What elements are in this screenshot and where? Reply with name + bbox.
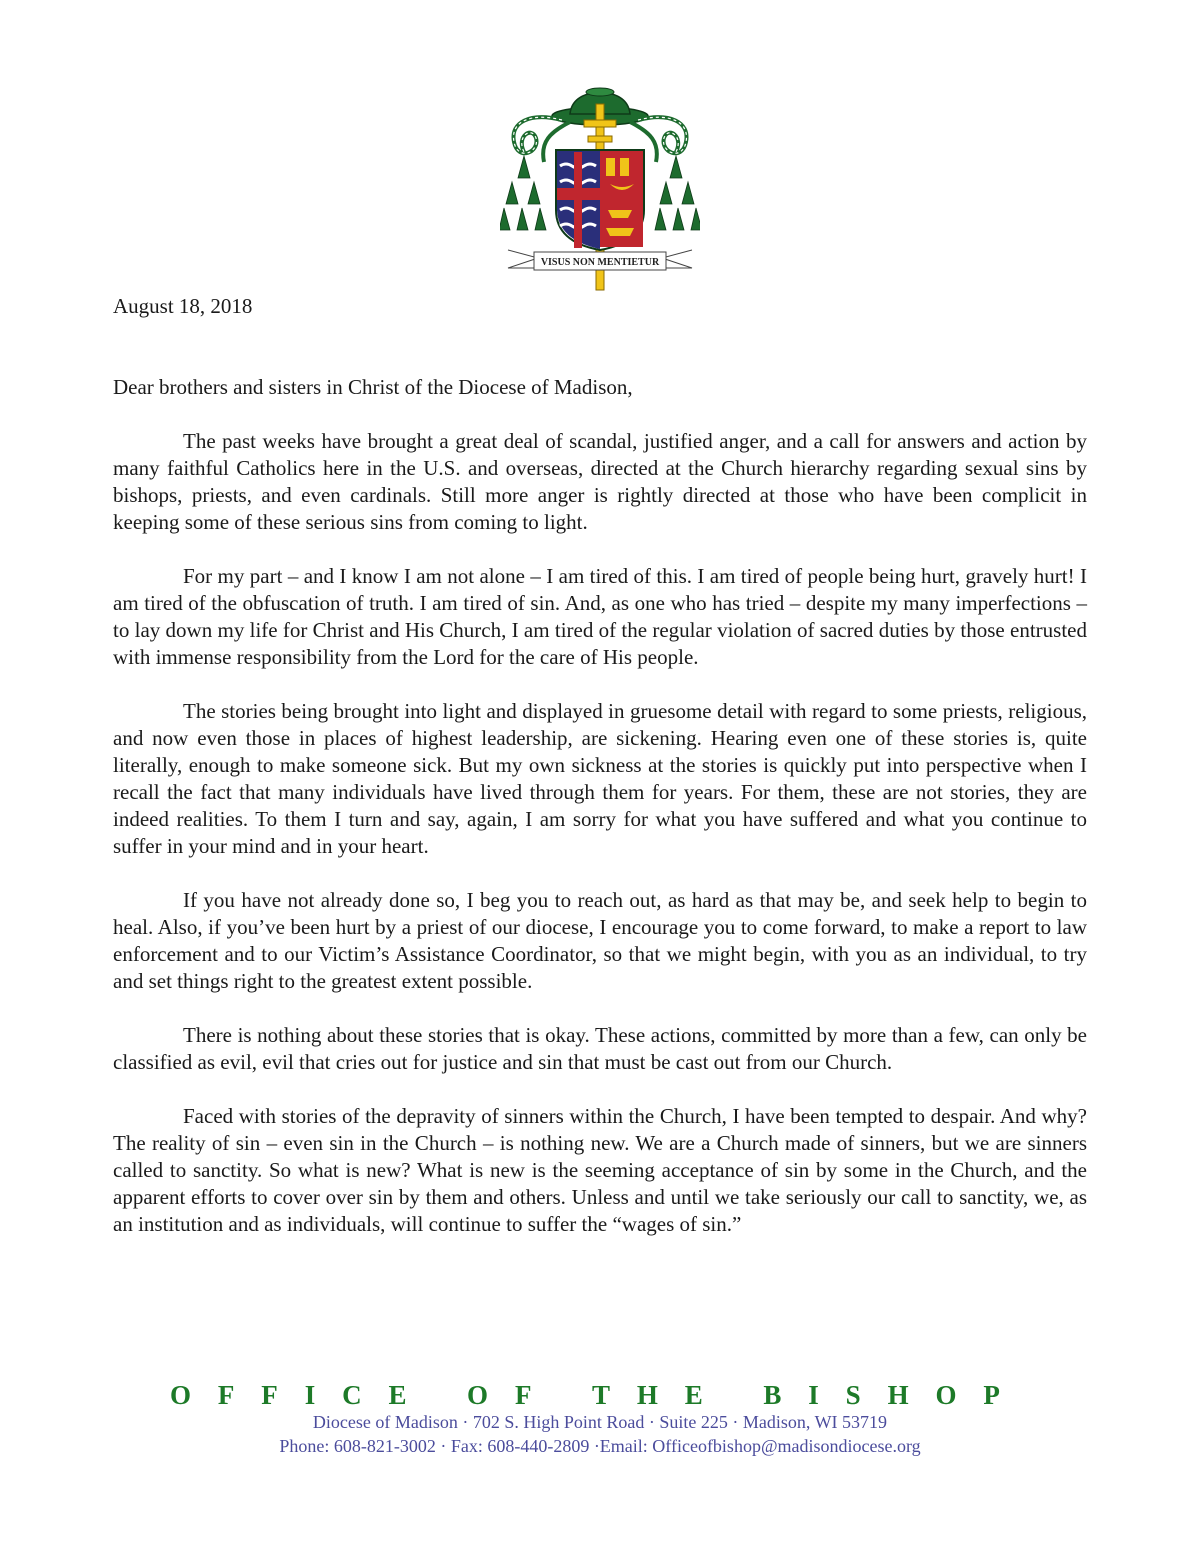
office-title-letter	[558, 1378, 565, 1412]
body-paragraph: The stories being brought into light and displayed in gruesome detail with regard to some priests, religious, and now even those in places of highest leadership, are sickening. Hearing even one of these stories is, quite literally, enough to make someone sick. But my own sickness at the stories is quickly put into perspective when I recall the fact that many individuals have lived through them for years. For them, these are not stories, they are indeed realities. To them I turn and say, again, I am sorry for what you have suffered and what you continue to suffer in your mind and in your heart.	[113, 699, 1087, 858]
office-title	[170, 1378, 1000, 1412]
motto-text: VISUS NON MENTIETUR	[540, 257, 660, 268]
episcopal-coat-of-arms	[500, 82, 700, 294]
motto-scroll	[508, 250, 692, 270]
heraldic-shield	[556, 150, 644, 250]
address-line: Diocese of Madison · 702 S. High Point Road · Suite 225 · Madison, WI 53719	[312, 1412, 888, 1432]
body-paragraph: If you have not already done so, I beg you to reach out, as hard as that may be, and seek help to begin to heal. Also, if you’ve been hurt by a priest of our diocese, I encourage you to come forward, to make a report to law enforcement and to our Victim’s Assistance Coordinator, so that we might begin, with you as an individual, to try and set things right to the greatest extent possible.	[113, 888, 1087, 993]
tassels-left	[500, 156, 546, 230]
tassels-right	[655, 156, 700, 230]
office-title-letter: H	[636, 1380, 658, 1410]
contact-line: Phone: 608-821-3002 · Fax: 608-440-2809 ·Email: Officeofbishop@madisondiocese.org	[279, 1436, 921, 1456]
office-title-letter: H	[887, 1380, 909, 1410]
body-paragraph: The past weeks have brought a great deal of scandal, justified anger, and a call for answers and action by many faithful Catholics here in the U.S. and overseas, directed at the Church hierarchy regarding sexual sins by bishops, priests, and even cardinals. Still more anger is rightly directed at those who have been complicit in keeping some of these serious sins from coming to light.	[113, 429, 1087, 534]
office-title-letter: O	[467, 1380, 489, 1410]
office-title-letter	[433, 1378, 440, 1412]
letter-body	[113, 428, 1087, 1265]
office-title-letter: C	[342, 1380, 362, 1410]
body-paragraph: For my part – and I know I am not alone – I am tired of this. I am tired of people being hurt, gravely hurt! I am tired of the obfuscation of truth. I am tired of sin. And, as one who has tried – despite my many imperfections – to lay down my life for Christ and His Church, I am tired of the regular violation of sacred duties by those entrusted with immense responsibility from the Lord for the care of His people.	[113, 564, 1087, 669]
office-title-letter	[730, 1378, 737, 1412]
office-title-letter: E	[388, 1380, 407, 1410]
office-title-letter: P	[983, 1380, 1000, 1410]
body-paragraph: Faced with stories of the depravity of sinners within the Church, I have been tempted to despair. And why? The reality of sin – even sin in the Church – is nothing new. We are a Church made of sinners, but we are sinners called to sanctity. So what is new? What is new is the seeming acceptance of sin by some in the Church, and the apparent efforts to cover over sin by them and others. Unless and until we take seriously our call to sanctity, we, as an institution and as individuals, will continue to suffer the “wages of sin.”	[113, 1104, 1087, 1236]
office-title-letter: F	[261, 1380, 278, 1410]
office-title-letter: E	[684, 1380, 703, 1410]
office-title-letter: S	[845, 1380, 861, 1410]
office-title-letter: T	[591, 1380, 610, 1410]
office-title-letter: O	[935, 1380, 957, 1410]
office-title-letter: I	[808, 1380, 819, 1410]
office-title-letter: I	[304, 1380, 316, 1410]
office-title-letter: F	[514, 1380, 532, 1410]
salutation: Dear brothers and sisters in Christ of the Diocese of Madison,	[113, 375, 633, 399]
office-title-letter: B	[763, 1380, 782, 1410]
letter-date: August 18, 2018	[113, 294, 253, 318]
office-title-letter: F	[217, 1380, 235, 1410]
office-title-letter: O	[170, 1380, 192, 1410]
body-paragraph: There is nothing about these stories that is okay. These actions, committed by more than a few, can only be classified as evil, evil that cries out for justice and sin that must be cast out from our Church.	[113, 1023, 1087, 1074]
